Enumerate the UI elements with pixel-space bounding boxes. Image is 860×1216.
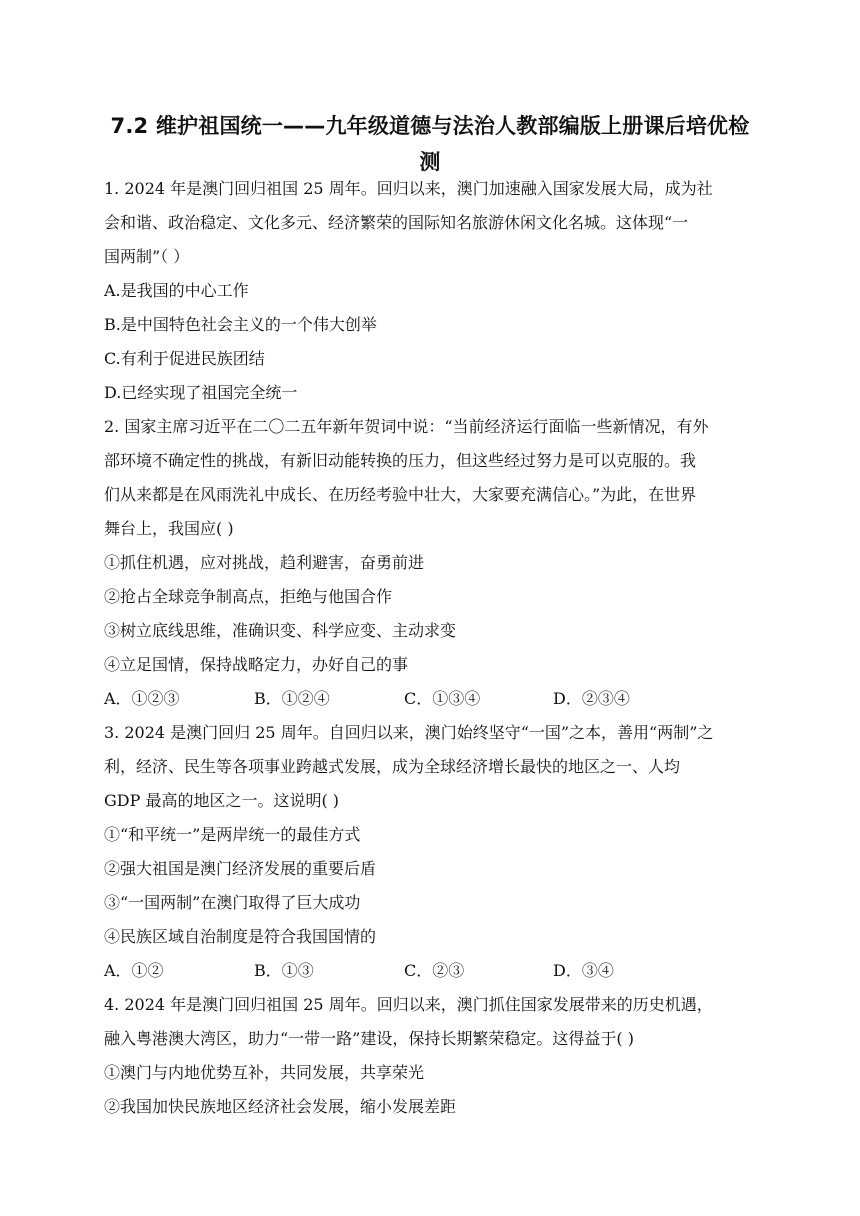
question-stem-line: 国两制”（ ） <box>104 247 190 266</box>
statement-item: ②抢占全球竞争制高点，拒绝与他国合作 <box>104 587 393 606</box>
choice-b: B.是中国特色社会主义的一个伟大创举 <box>104 315 377 334</box>
option-a: A．①② <box>104 961 164 980</box>
title-line-1: 7.2 维护祖国统一——九年级道德与法治人教部编版上册课后培优检 <box>110 114 750 138</box>
choice-c: C.有利于促进民族团结 <box>104 349 265 368</box>
question-stem-line: 利，经济、民生等各项事业跨越式发展，成为全球经济增长最快的地区之一、人均 <box>104 757 681 776</box>
choice-a: A.是我国的中心工作 <box>104 281 249 300</box>
statement-item: ②我国加快民族地区经济社会发展，缩小发展差距 <box>104 1097 457 1116</box>
question-stem-line: 2. 国家主席习近平在二〇二五年新年贺词中说：“当前经济运行面临一些新情况，有外 <box>104 417 709 436</box>
answer-options <box>104 682 756 716</box>
question-stem-line: 融入粤港澳大湾区，助力“一带一路”建设，保持长期繁荣稳定。这得益于( ) <box>104 1029 634 1048</box>
question-stem-line: 3. 2024 是澳门回归 25 周年。自回归以来，澳门始终坚守“一国”之本，善用“两制”之 <box>104 723 714 742</box>
question-3 <box>104 716 756 988</box>
title-line-2: 测 <box>419 150 441 174</box>
choice-d: D.已经实现了祖国完全统一 <box>104 383 298 402</box>
statement-item: ①“和平统一”是两岸统一的最佳方式 <box>104 825 361 844</box>
option-d: D．②③④ <box>553 689 630 708</box>
statement-item: ③树立底线思维，准确识变、科学应变、主动求变 <box>104 621 457 640</box>
question-1 <box>104 172 756 410</box>
option-a: A．①②③ <box>104 689 180 708</box>
question-stem-line: 4. 2024 年是澳门回归祖国 25 周年。回归以来，澳门抓住国家发展带来的历史机遇， <box>104 995 713 1014</box>
statement-item: ②强大祖国是澳门经济发展的重要后盾 <box>104 859 377 878</box>
statement-item: ④民族区域自治制度是符合我国国情的 <box>104 927 377 946</box>
option-c: C．②③ <box>404 961 465 980</box>
statement-item: ③“一国两制”在澳门取得了巨大成功 <box>104 893 361 912</box>
option-d: D．③④ <box>553 961 614 980</box>
document-title <box>104 108 756 180</box>
question-list <box>104 172 756 1124</box>
question-stem-line: 舞台上，我国应( ) <box>104 519 234 538</box>
question-stem-line: 们从来都是在风雨洗礼中成长、在历经考验中壮大，大家要充满信心。”为此，在世界 <box>104 485 697 504</box>
question-2 <box>104 410 756 716</box>
question-stem-line: 部环境不确定性的挑战，有新旧动能转换的压力，但这些经过努力是可以克服的。我 <box>104 451 697 470</box>
statement-item: ④立足国情，保持战略定力，办好自己的事 <box>104 655 409 674</box>
option-b: B．①③ <box>254 961 314 980</box>
option-c: C．①③④ <box>404 689 481 708</box>
statement-item: ①澳门与内地优势互补，共同发展，共享荣光 <box>104 1063 425 1082</box>
question-stem-line: 会和谐、政治稳定、文化多元、经济繁荣的国际知名旅游休闲文化名城。这体现“一 <box>104 213 689 232</box>
question-4 <box>104 988 756 1124</box>
statement-item: ①抓住机遇，应对挑战，趋利避害，奋勇前进 <box>104 553 425 572</box>
question-stem-line: 1. 2024 年是澳门回归祖国 25 周年。回归以来，澳门加速融入国家发展大局，成为社 <box>104 179 713 198</box>
question-stem-line: GDP 最高的地区之一。这说明( ) <box>104 791 340 810</box>
option-b: B．①②④ <box>254 689 330 708</box>
answer-options <box>104 954 756 988</box>
